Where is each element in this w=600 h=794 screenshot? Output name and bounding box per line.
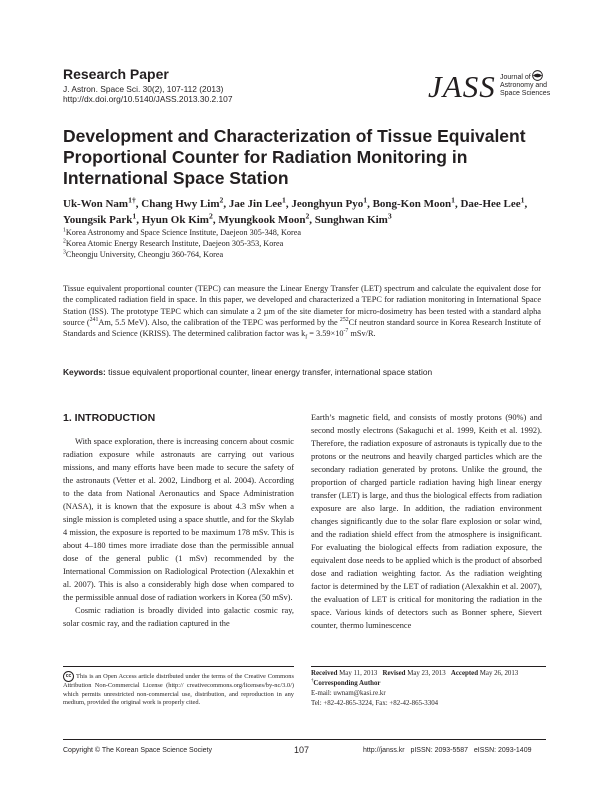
footer-divider — [63, 739, 546, 740]
citation: J. Astron. Space Sci. 30(2), 107-112 (2013) — [63, 84, 224, 94]
paragraph: With space exploration, there is increasing concern about cosmic radiation exposure while astronauts are carrying out various missions, and many efforts have been made to secure the safety of the astronauts (Vetter et al. 2002, Lindborg et al. 2004). According to the data from National Aeronautics and Space Administration (NASA), it is known that the exposure is about 4.3 mSv when a single mission is completed using a space shuttle, and for the Skylab 4 mission, the exposure is reported to be maximum 178 mSv. This is about 4–180 times more irradiate dose than the permissible annual dose of the general public (1 mSv) recommended by the International Commission on Radiological Protection (Alexakhin et al. 2007). This is also a considerably high dose when compared to the permissible annual dose of radiation workers in Korea (50 mSv). — [63, 437, 294, 602]
paper-type: Research Paper — [63, 66, 169, 82]
author: Chang Hwy Lim — [141, 198, 220, 210]
affiliation: $^2$Korea Atomic Energy Research Institute, Daejeon 305-353, Korea — [63, 238, 284, 248]
author: Youngsik Park — [63, 214, 133, 226]
footer-issn: http://janss.kr pISSN: 2093-5587 eISSN: 2093-1409 — [363, 747, 532, 754]
license-notice: cc This is an Open Access article distributed under the terms of the Creative Commons Attribution Non-Commercial License (http:// creativecommons.org/licenses/by-nc/3.0/) which permits unrestricted non-commercial use, distribution, and reproduction in any medium, provided the original work is properly cited. — [63, 672, 294, 707]
paragraph: Earth’s magnetic field, and consists of mostly protons (90%) and second mostly electrons (Sakaguchi et al. 1999, Keith et al. 1992). Therefore, the radiation exposure of astronauts is typically due to the protons or the neutrons and heavily charged particles which are the secondary radiation generated by protons. Unlike the ground, the proportion of charged particle radiation having high linear energy transfer (LET) is large, and thus the biological effects from radiation exposure are also large. In addition, the radiation environment changes significantly due to the solar flare explosion or solar wind, and the radiation shield effect from the atmosphere is insignificant. For evaluating the biological effects from radiation exposure, the equivalent dose needs to be applied which is the product of absorbed dose and radiation weighting factor. As the radiation weighting factor is determined by the LET of radiation (Alexakhin et al. 2007), the evaluation of LET is critical for monitoring the radiation in the space. Various kinds of detectors such as Bonner sphere, Sievert counter, thermo luminescence — [311, 413, 542, 630]
author: Bong-Kon Moon — [372, 198, 452, 210]
divider — [311, 666, 546, 667]
author: Dae-Hee Lee — [460, 198, 521, 210]
author-list: Uk-Won Nam$^{1\dagger}$, Chang Hwy Lim$^2$, Jae Jin Lee$^1$, Jeonghyun Pyo$^1$, Bong-Kon Moon$^1$, Dae-Hee Lee$^1$, Youngsik Park$^1$, Hyun Ok Kim$^2$, Myungkook Moon$^2$, Sunghwan Kim$^3$ — [63, 195, 528, 226]
footer-copyright: Copyright © The Korean Space Science Society — [63, 747, 212, 754]
affiliation: $^1$Korea Astronomy and Space Science Institute, Daejeon 305-348, Korea — [63, 227, 301, 237]
divider — [63, 666, 294, 667]
body-column-right — [311, 411, 542, 632]
journal-logo — [428, 69, 551, 106]
page-number: 107 — [294, 745, 310, 755]
journal-logo-text: JASS — [428, 69, 496, 104]
section-heading: 1. INTRODUCTION — [63, 412, 156, 424]
author: Hyun Ok Kim — [141, 214, 209, 226]
email-link[interactable]: E-mail: uwnam@kasi.re.kr — [311, 690, 386, 697]
author: Jae Jin Lee — [228, 198, 283, 210]
author: Sunghwan Kim — [314, 214, 388, 226]
author: Myungkook Moon — [218, 214, 306, 226]
journal-logo-subtitle: Journal of Astronomy and Space Sciences — [500, 74, 551, 97]
paragraph: Cosmic radiation is broadly divided into galactic cosmic ray, solar cosmic ray, and the radiation captured in the — [63, 606, 294, 628]
author: Uk-Won Nam — [63, 198, 129, 210]
keywords: Keywords: tissue equivalent proportional counter, linear energy transfer, international space station — [63, 367, 433, 377]
creative-commons-icon: cc — [63, 671, 74, 682]
doi-link[interactable]: http://dx.doi.org/10.5140/JASS.2013.30.2.107 — [63, 94, 233, 104]
paper-title: Development and Characterization of Tissue Equivalent Proportional Counter for Radiation Monitoring in International Space Station — [63, 126, 526, 188]
affiliation: $^3$Cheongju University, Cheongju 360-764, Korea — [63, 249, 224, 259]
article-dates: Received May 11, 2013 Revised May 23, 2013 Accepted May 26, 2013 †Corresponding Author E-mail: uwnam@kasi.re.kr Tel: +82-42-865-3224, Fax: +82-42-865-3304 — [311, 669, 546, 709]
abstract: Tissue equivalent proportional counter (TEPC) can measure the Linear Energy Transfer (LET) spectrum and calculate the equivalent dose for the complicated radiation field in space. In this paper, we developed and characterized a TEPC for radiation monitoring in International Space Station (ISS). The prototype TEPC which can simulate a 2 µm of the site diameter for micro-dosimetry has been tested with a standard alpha source ($^{241}$Am, 5.5 MeV). Also, the calibration of the TEPC was performed by the $^{252}$Cf neutron standard source in Korea Research Institute of Standards and Science (KRISS). The determined calibration factor was $k_f = 3.59\times 10^{-7}$ mSv/R. — [63, 284, 541, 341]
globe-icon — [532, 70, 543, 81]
author: Jeonghyun Pyo — [291, 198, 364, 210]
body-column-left — [63, 435, 294, 630]
